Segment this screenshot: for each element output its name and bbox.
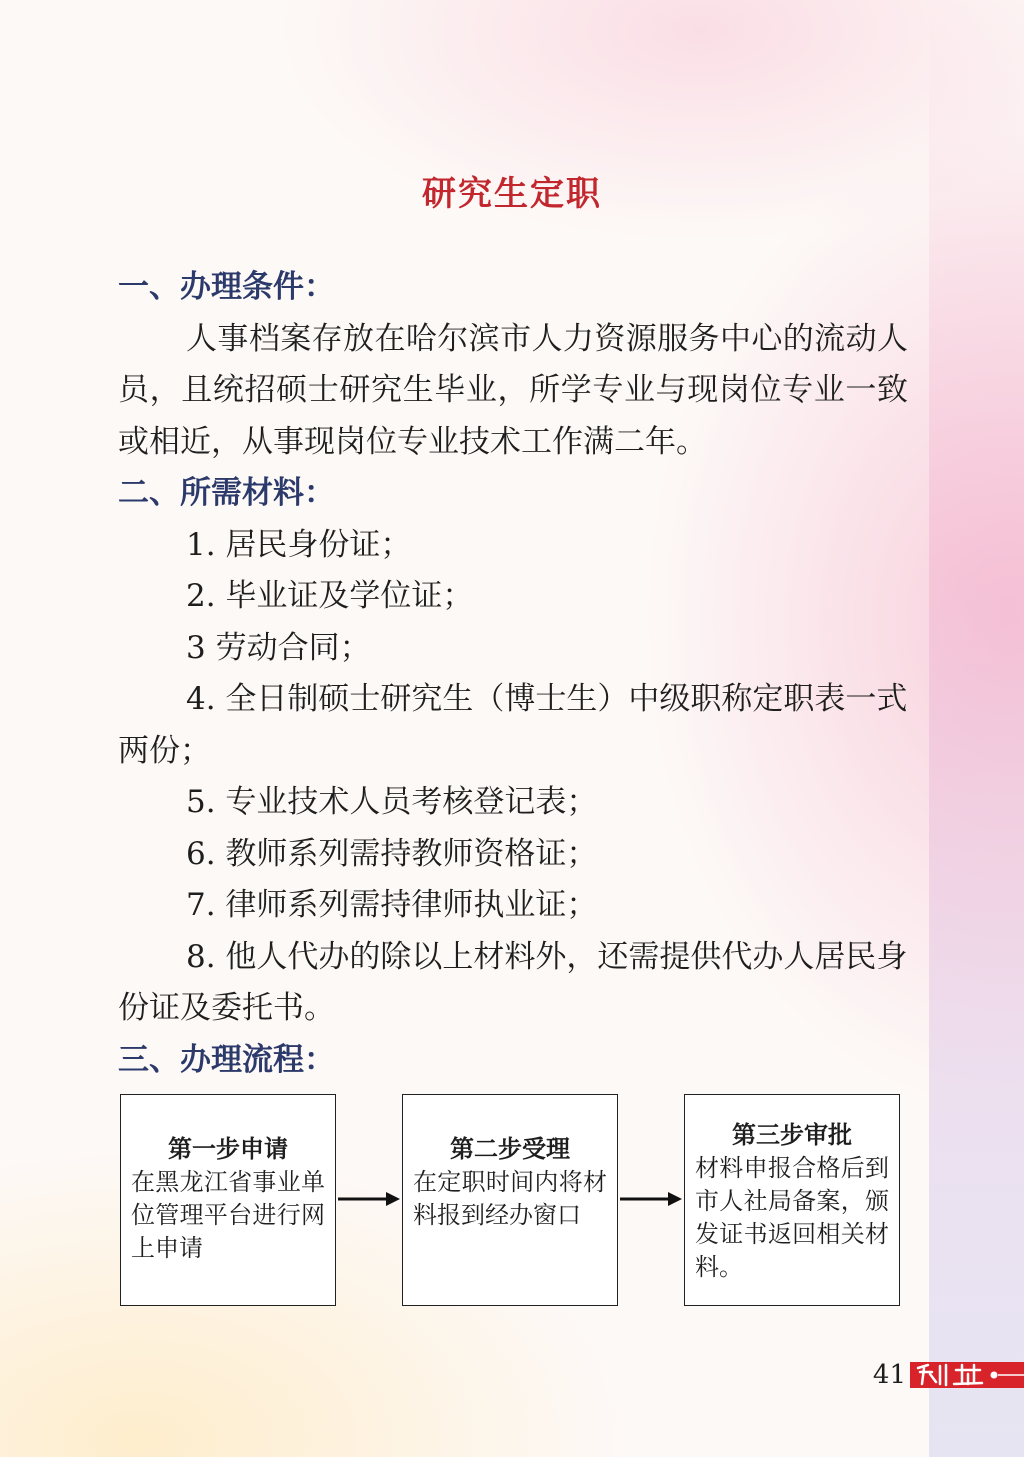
flow-step-box xyxy=(120,1094,336,1306)
flow-step-title: 第三步审批 xyxy=(732,1121,852,1149)
material-item: 1. 居民身份证； xyxy=(186,526,412,563)
right-arrow-icon xyxy=(336,1190,402,1208)
flow-step-box xyxy=(684,1094,900,1306)
material-item: 3 劳动合同； xyxy=(186,629,371,666)
material-item: 6. 教师系列需持教师资格证； xyxy=(186,835,598,872)
page-number: 41 xyxy=(872,1360,906,1390)
right-arrow-icon xyxy=(618,1190,684,1208)
flow-step-description: 在定职时间内将材料报到经办窗口 xyxy=(413,1168,607,1229)
material-item: 5. 专业技术人员考核登记表； xyxy=(186,784,598,820)
flow-step-box xyxy=(402,1094,618,1306)
flow-step-description: 材料申报合格后到市人社局备案，颁发证书返回相关材料。 xyxy=(695,1154,889,1281)
conditions-paragraph: 人事档案存放在哈尔滨市人力资源服务中心的流动人员，且统招硕士研究生毕业，所学专业与现岗位专业一致或相近，从事现岗位专业技术工作满二年。 xyxy=(118,320,908,460)
material-item: 4. 全日制硕士研究生（博士生）中级职称定职表一式两份； xyxy=(118,681,908,769)
section-heading-conditions: 一、办理条件： xyxy=(118,269,335,305)
document-body xyxy=(118,262,908,1086)
section-heading-process: 三、办理流程： xyxy=(118,1041,335,1078)
brand-logo xyxy=(910,1362,1024,1388)
flow-step-title: 第二步受理 xyxy=(450,1135,570,1163)
process-flowchart xyxy=(120,1094,906,1308)
flow-step-description: 在黑龙江省事业单位管理平台进行网上申请 xyxy=(131,1168,325,1262)
decorative-side-stripe xyxy=(929,0,1024,1457)
section-heading-materials: 二、所需材料： xyxy=(118,475,335,511)
material-item: 8. 他人代办的除以上材料外，还需提供代办人居民身份证及委托书。 xyxy=(118,938,908,1026)
brand-logo-icon xyxy=(910,1362,1024,1388)
material-item: 7. 律师系列需持律师执业证； xyxy=(186,887,598,923)
page-title: 研究生定职 xyxy=(422,174,602,214)
material-item: 2. 毕业证及学位证； xyxy=(186,578,474,614)
flow-step-title: 第一步申请 xyxy=(168,1135,288,1163)
